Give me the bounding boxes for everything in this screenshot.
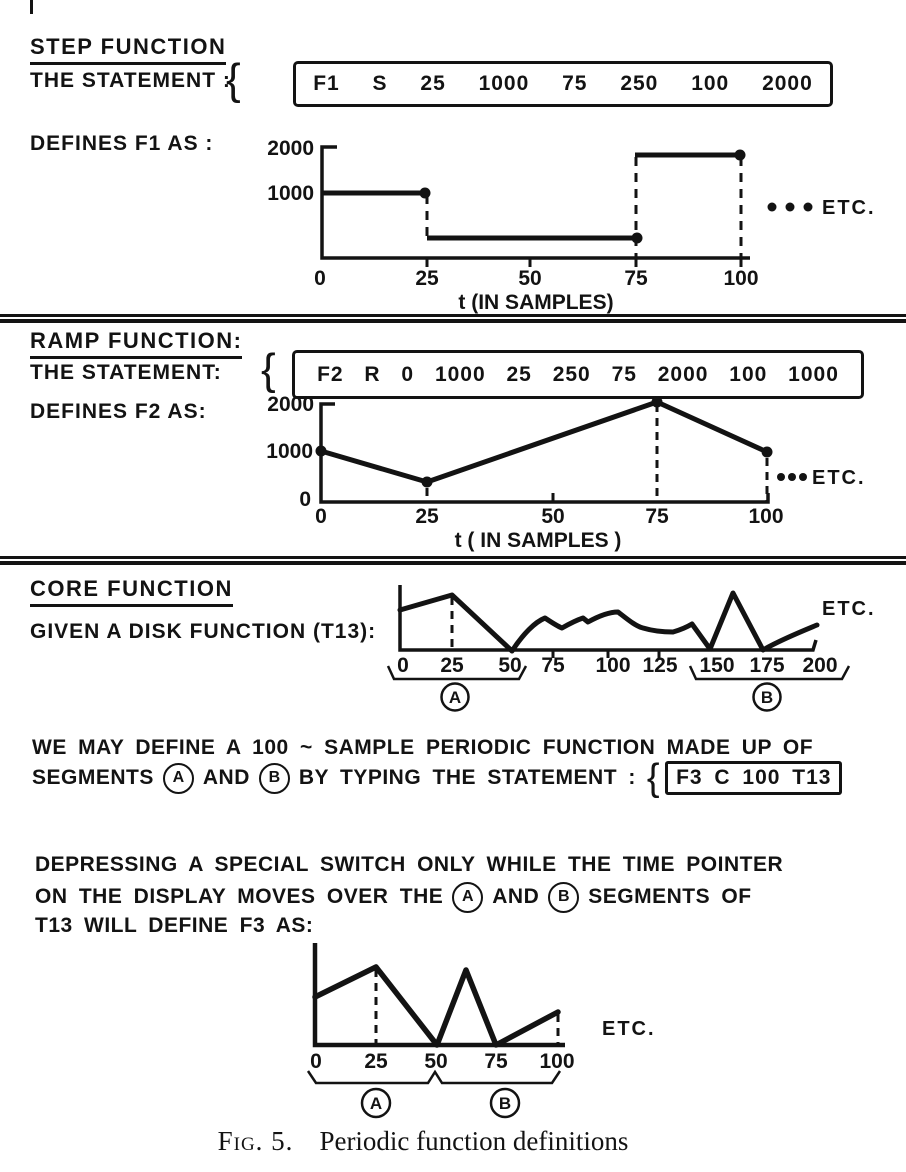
x-tick-label: 150: [699, 654, 735, 677]
axes: [400, 585, 816, 650]
section-divider: [0, 556, 906, 559]
x-tick-label: 75: [484, 1050, 508, 1073]
segment-a-badge: A: [163, 763, 194, 794]
ramp-statement-label: THE STATEMENT:: [30, 361, 222, 384]
x-tick-label: 25: [440, 654, 464, 677]
y-tick-label: 2000: [267, 137, 314, 160]
segment-b-label: B: [498, 1094, 512, 1113]
x-tick-label: 175: [749, 654, 785, 677]
figure-caption-text: Periodic function definitions: [319, 1126, 629, 1156]
paragraph-text: WE MAY DEFINE A 100 ~ SAMPLE PERIODIC FUNCTION MADE UP OF: [32, 736, 814, 759]
x-tick-label: 100: [723, 267, 759, 290]
etc-label: ETC.: [812, 467, 866, 489]
section-divider: [0, 314, 906, 317]
x-tick-label: 50: [424, 1050, 448, 1073]
switch-paragraph-line3: [35, 914, 313, 938]
segment-a-label: A: [369, 1094, 383, 1113]
statement-paragraph-line2: [32, 757, 842, 799]
x-tick-label: 0: [310, 1050, 322, 1073]
ramp-defines-label: DEFINES F2 AS:: [30, 400, 207, 423]
segment-a-badge: A: [452, 882, 483, 913]
switch-paragraph-line2: [35, 882, 752, 912]
ellipsis-dots: [768, 203, 813, 212]
etc-label: ETC.: [822, 197, 876, 219]
ramp-statement-box: F2 R 0 1000 25 250 75 2000 100 1000: [292, 350, 864, 399]
f3-function-chart: [300, 940, 730, 1120]
x-tick-label: 100: [595, 654, 631, 677]
step-function-chart: [240, 135, 906, 315]
step-defines-label: DEFINES F1 AS :: [30, 132, 214, 155]
section-divider: [0, 319, 906, 323]
x-tick-label: 25: [415, 505, 439, 528]
figure-caption: [0, 1126, 846, 1157]
paragraph-text: AND: [492, 885, 540, 908]
x-tick-label: 75: [624, 267, 648, 290]
x-tick-label: 200: [802, 654, 838, 677]
x-tick-label: 0: [397, 654, 409, 677]
f1-step-segments: [322, 155, 740, 238]
segment-b-label: B: [760, 688, 774, 707]
core-statement-box: F3 C 100 T13: [665, 761, 842, 795]
y-tick-label: 1000: [267, 182, 314, 205]
x-tick-label: 100: [539, 1050, 575, 1073]
etc-label: ETC.: [822, 598, 876, 620]
x-tick-label: 100: [748, 505, 784, 528]
segment-b-badge: B: [548, 882, 579, 913]
section-divider: [0, 561, 906, 565]
x-tick-label: 75: [645, 505, 669, 528]
core-given-label: GIVEN A DISK FUNCTION (T13):: [30, 620, 377, 643]
segment-b-badge: B: [259, 763, 290, 794]
y-tick-label: 2000: [267, 393, 314, 416]
axes: [321, 404, 768, 502]
f2-ramp-line: [321, 402, 767, 482]
y-tick-label: 1000: [266, 440, 313, 463]
paragraph-text: DEPRESSING A SPECIAL SWITCH ONLY WHILE THE TIME POINTER: [35, 853, 784, 876]
ellipsis-dots: [777, 473, 807, 481]
paragraph-text: SEGMENTS OF: [588, 885, 752, 908]
paragraph-text: T13 WILL DEFINE F3 AS:: [35, 914, 314, 937]
dashed-verticals: [376, 969, 558, 1045]
x-tick-label: 0: [315, 505, 327, 528]
disk-function-chart: [385, 578, 906, 720]
statement-brace: {: [646, 756, 661, 799]
etc-label: ETC.: [602, 1018, 656, 1040]
step-statement-brace: {: [226, 55, 241, 104]
dashed-verticals: [427, 404, 767, 502]
x-tick-label: 75: [541, 654, 565, 677]
x-tick-label: 50: [541, 505, 565, 528]
dashed-verticals: [427, 157, 741, 258]
segment-braces: [308, 1071, 560, 1083]
x-tick-label: 25: [364, 1050, 388, 1073]
scan-artifact: [30, 0, 33, 14]
x-tick-label: 50: [498, 654, 522, 677]
paragraph-text: AND: [202, 766, 250, 789]
figure-caption-number: Fig. 5.: [217, 1126, 294, 1156]
x-tick-label: 50: [518, 267, 542, 290]
switch-paragraph-line1: [35, 853, 783, 877]
t13-curve: [400, 593, 817, 651]
ramp-statement-brace: {: [261, 345, 276, 394]
paragraph-text: ON THE DISPLAY MOVES OVER THE: [35, 885, 444, 908]
segment-a-label: A: [448, 688, 462, 707]
x-tick-label: 25: [415, 267, 439, 290]
y-tick-label: 0: [299, 488, 311, 511]
x-axis-label: t ( IN SAMPLES ): [454, 529, 622, 552]
segment-end-dots: [420, 150, 746, 244]
step-section-title: STEP FUNCTION: [30, 34, 226, 65]
x-tick-label: 125: [642, 654, 678, 677]
step-statement-label: THE STATEMENT :: [30, 69, 231, 92]
x-axis-label: t (IN SAMPLES): [458, 291, 614, 314]
x-tick-label: 0: [314, 267, 326, 290]
ramp-section-title: RAMP FUNCTION:: [30, 328, 242, 359]
f3-curve: [315, 967, 558, 1045]
paragraph-text: SEGMENTS: [32, 766, 154, 789]
core-section-title: CORE FUNCTION: [30, 576, 233, 607]
paragraph-text: BY TYPING THE STATEMENT :: [298, 766, 636, 789]
step-statement-box: F1 S 25 1000 75 250 100 2000: [293, 61, 833, 107]
axes: [322, 147, 750, 258]
ramp-function-chart: [240, 392, 906, 557]
